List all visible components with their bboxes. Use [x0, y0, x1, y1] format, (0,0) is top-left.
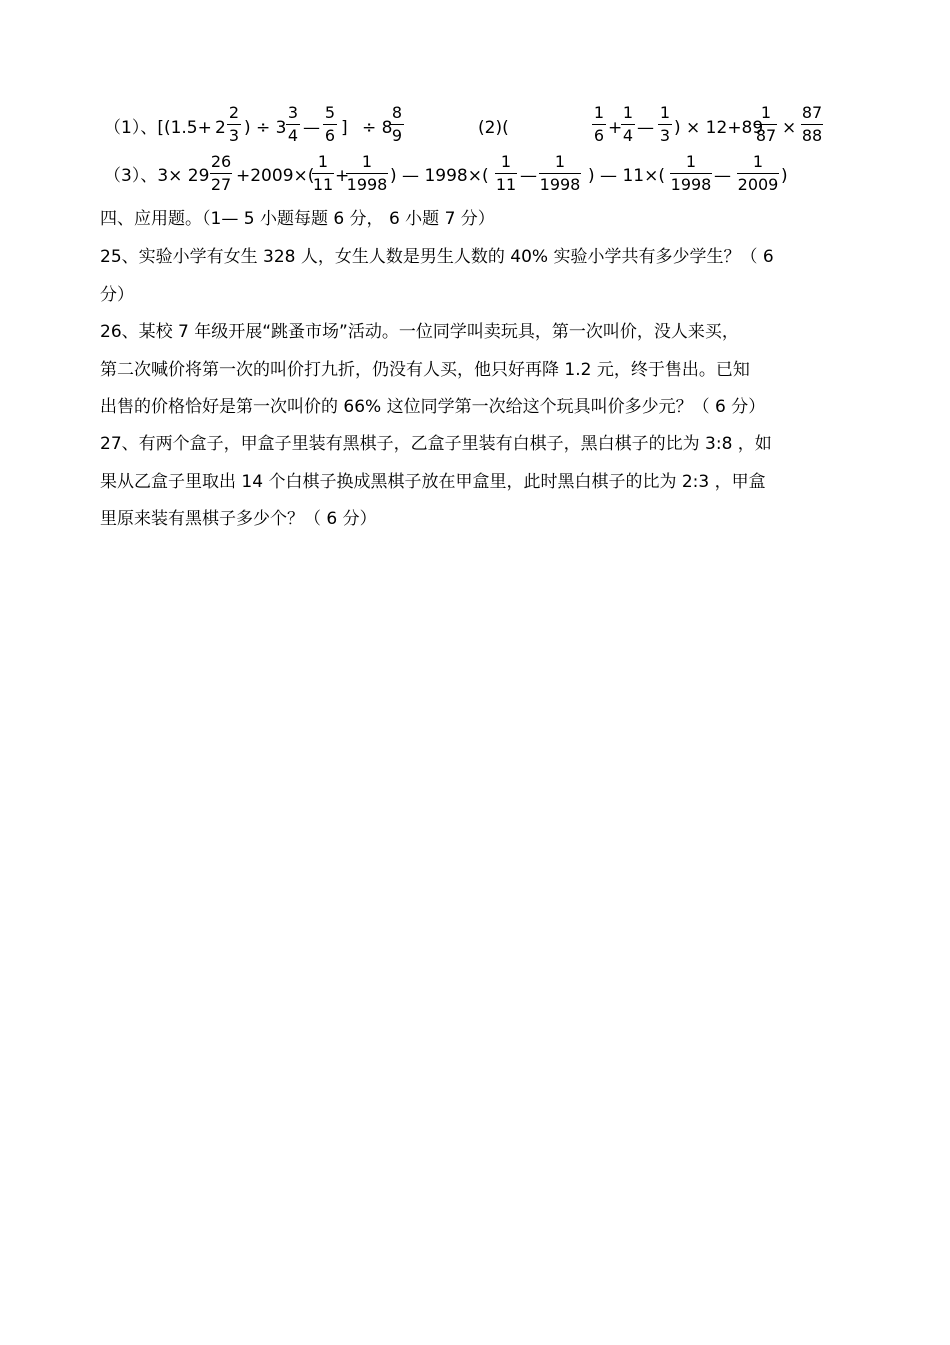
fraction-bar	[390, 124, 404, 125]
p2-fraction-e	[782, 104, 842, 145]
fraction-bar	[346, 173, 388, 174]
p3-fraction-g	[728, 153, 788, 194]
numerator: 26	[210, 152, 232, 171]
p1-minus: —	[303, 118, 320, 138]
p1-label: （1）、[(1.5+	[104, 118, 212, 138]
p1-close-bracket: ]	[341, 118, 348, 138]
fraction-bar	[737, 173, 779, 174]
numerator: 3	[287, 103, 299, 122]
p3-label: （3）、3× 29	[104, 166, 210, 186]
p3-fraction-e	[530, 153, 590, 194]
p1-div-eight: ÷ 8	[362, 118, 393, 138]
numerator: 8	[391, 103, 403, 122]
denominator: 6	[593, 126, 605, 145]
denominator: 11	[495, 175, 517, 194]
p1-close-div: ) ÷ 3	[244, 118, 287, 138]
denominator: 88	[801, 126, 823, 145]
fraction-bar	[670, 173, 712, 174]
denominator: 87	[755, 126, 777, 145]
q25-line2: 分）	[100, 285, 134, 305]
p3-plus-2009: +2009×(	[236, 166, 315, 186]
numerator: 1	[554, 152, 566, 171]
fraction-bar	[495, 173, 517, 174]
fraction-bar	[210, 173, 232, 174]
p1-fraction-d	[367, 104, 427, 145]
denominator: 2009	[737, 175, 779, 194]
p3-minus2: —	[714, 166, 731, 186]
q27-line2: 果从乙盒子里取出 14 个白棋子换成黑棋子放在甲盒里，此时黑白棋子的比为 2:3 ，甲盒	[100, 472, 766, 492]
section-4-heading: 四、应用题。（1— 5 小题每题 6 分， 6 小题 7 分）	[100, 209, 495, 229]
numerator: 1	[500, 152, 512, 171]
numerator: 87	[801, 103, 823, 122]
p3-mid2: ) — 11×(	[588, 166, 665, 186]
p3-mid1: ) — 1998×(	[390, 166, 489, 186]
p3-minus: —	[520, 166, 537, 186]
numerator: 1	[760, 103, 772, 122]
fraction-bar	[227, 124, 241, 125]
q27-line3: 里原来装有黑棋子多少个？（ 6 分）	[100, 509, 377, 529]
p2-mid: ) × 12+89	[674, 118, 764, 138]
denominator: 3	[659, 126, 671, 145]
fraction-bar	[801, 124, 823, 125]
denominator: 11	[312, 175, 334, 194]
denominator: 27	[210, 175, 232, 194]
p3-plus: +	[335, 166, 350, 186]
p3-fraction-c	[337, 153, 397, 194]
numerator: 1	[752, 152, 764, 171]
q27-line1: 27、有两个盒子，甲盒子里装有黑棋子，乙盒子里装有白棋子，黑白棋子的比为 3:8 ，如	[100, 434, 772, 454]
numerator: 1	[622, 103, 634, 122]
q26-line3: 出售的价格恰好是第一次叫价的 66% 这位同学第一次给这个玩具叫价多少元？（ 6 分）	[100, 397, 766, 417]
fraction-bar	[621, 124, 635, 125]
p2-times: ×	[782, 118, 797, 138]
p3-close: )	[781, 166, 788, 186]
p3-fraction-f	[661, 153, 721, 194]
fraction-bar	[658, 124, 672, 125]
denominator: 1998	[346, 175, 388, 194]
q25-line1: 25、实验小学有女生 328 人，女生人数是男生人数的 40% 实验小学共有多少学生？（ 6	[100, 247, 774, 267]
numerator: 1	[361, 152, 373, 171]
numerator: 1	[685, 152, 697, 171]
fraction-bar	[539, 173, 581, 174]
p1-fraction-c	[300, 104, 360, 145]
denominator: 9	[391, 126, 403, 145]
denominator: 1998	[539, 175, 581, 194]
p2-label: (2)(	[478, 118, 509, 138]
numerator: 1	[317, 152, 329, 171]
q26-line1: 26、某校 7 年级开展“跳蚤市场”活动。一位同学叫卖玩具，第一次叫价，没人来买，	[100, 322, 739, 342]
fraction-bar	[312, 173, 334, 174]
denominator: 1998	[670, 175, 712, 194]
numerator: 1	[659, 103, 671, 122]
p1-whole-a: 2	[215, 118, 226, 138]
denominator: 3	[228, 126, 240, 145]
numerator: 2	[228, 103, 240, 122]
fraction-bar	[323, 124, 337, 125]
denominator: 4	[287, 126, 299, 145]
q26-line2: 第二次喊价将第一次的叫价打九折，仍没有人买，他只好再降 1.2 元，终于售出。已知	[100, 360, 750, 380]
fraction-bar	[286, 124, 300, 125]
numerator: 1	[593, 103, 605, 122]
denominator: 4	[622, 126, 634, 145]
p2-minus: —	[637, 118, 654, 138]
numerator: 5	[324, 103, 336, 122]
p2-plus: +	[608, 118, 623, 138]
denominator: 6	[324, 126, 336, 145]
fraction-bar	[755, 124, 777, 125]
